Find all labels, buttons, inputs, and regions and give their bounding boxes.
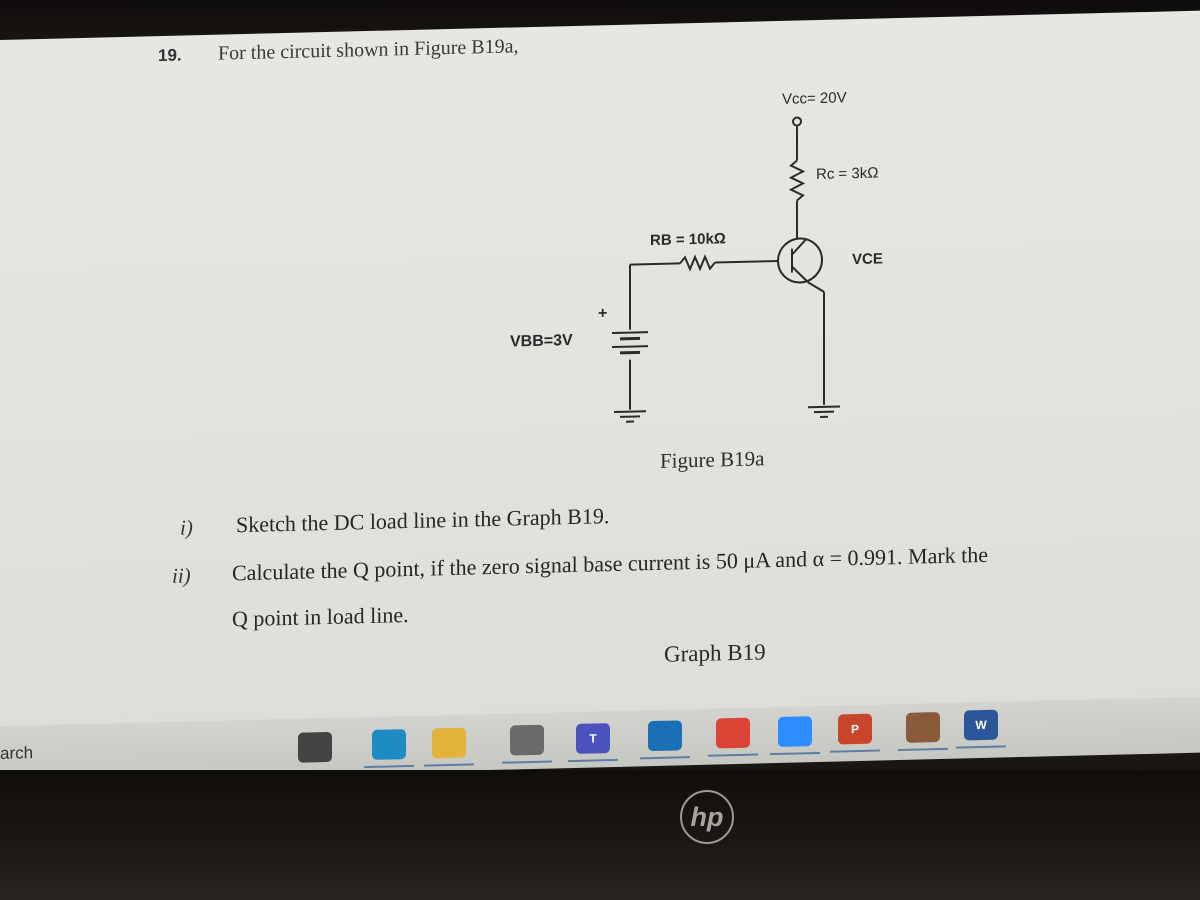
task-view-icon[interactable] xyxy=(298,732,332,763)
vce-label: VCE xyxy=(852,250,883,269)
running-indicator xyxy=(830,750,880,753)
screen xyxy=(0,11,1200,770)
powerpoint-icon[interactable]: P xyxy=(838,714,872,745)
part-i-marker: i) xyxy=(180,515,193,540)
running-indicator xyxy=(956,745,1006,748)
graph-title: Graph B19 xyxy=(664,639,766,667)
paint-icon[interactable] xyxy=(906,712,940,743)
running-indicator xyxy=(770,752,820,755)
battery-plus-sign: + xyxy=(598,305,608,323)
emitter-lead xyxy=(792,266,808,282)
zoom-icon[interactable] xyxy=(778,716,812,747)
battery-plate-long-1 xyxy=(612,332,648,333)
ground-left-1 xyxy=(614,411,646,412)
rb-label: RB = 10kΩ xyxy=(650,230,726,250)
question-number: 19. xyxy=(158,45,182,66)
rb-resistor xyxy=(680,257,715,270)
part-i-text: Sketch the DC load line in the Graph B19. xyxy=(236,503,610,538)
vcc-label: Vcc= 20V xyxy=(782,89,847,108)
running-indicator xyxy=(364,765,414,768)
part-ii-text: Calculate the Q point, if the zero signal base current is 50 μA and α = 0.991. Mark the xyxy=(232,541,989,586)
running-indicator xyxy=(502,761,552,764)
hp-logo: hp xyxy=(680,790,734,844)
taskbar-search-box[interactable]: arch xyxy=(0,743,34,763)
figure-caption: Figure B19a xyxy=(660,446,765,473)
running-indicator xyxy=(424,763,474,766)
taskbar-apps xyxy=(0,697,1200,746)
running-indicator xyxy=(568,758,618,761)
rc-label: Rc = 3kΩ xyxy=(816,164,879,184)
word-icon[interactable]: W xyxy=(964,710,998,741)
bottom-bezel xyxy=(0,770,1200,900)
question-stem: For the circuit shown in Figure B19a, xyxy=(218,35,519,65)
store-icon[interactable] xyxy=(510,725,544,756)
edge-icon[interactable] xyxy=(372,729,406,760)
file-explorer-icon[interactable] xyxy=(432,727,466,758)
circuit-diagram xyxy=(0,11,1200,520)
mail-icon[interactable] xyxy=(648,720,682,751)
vcc-terminal xyxy=(793,117,801,125)
rc-resistor xyxy=(791,160,803,200)
running-indicator xyxy=(708,754,758,757)
base-wire xyxy=(630,263,680,264)
chrome-icon[interactable] xyxy=(716,718,750,749)
emitter-wire xyxy=(808,282,824,292)
rb-to-base-wire xyxy=(715,261,778,263)
running-indicator xyxy=(898,747,948,750)
part-ii-marker: ii) xyxy=(172,563,191,588)
part-ii-continuation: Q point in load line. xyxy=(232,602,409,632)
vbb-label: VBB=3V xyxy=(510,332,573,351)
running-indicator xyxy=(640,756,690,759)
teams-icon[interactable]: T xyxy=(576,723,610,754)
battery-plate-long-2 xyxy=(612,346,648,347)
collector-lead xyxy=(792,239,806,254)
ground-right-1 xyxy=(808,406,840,407)
